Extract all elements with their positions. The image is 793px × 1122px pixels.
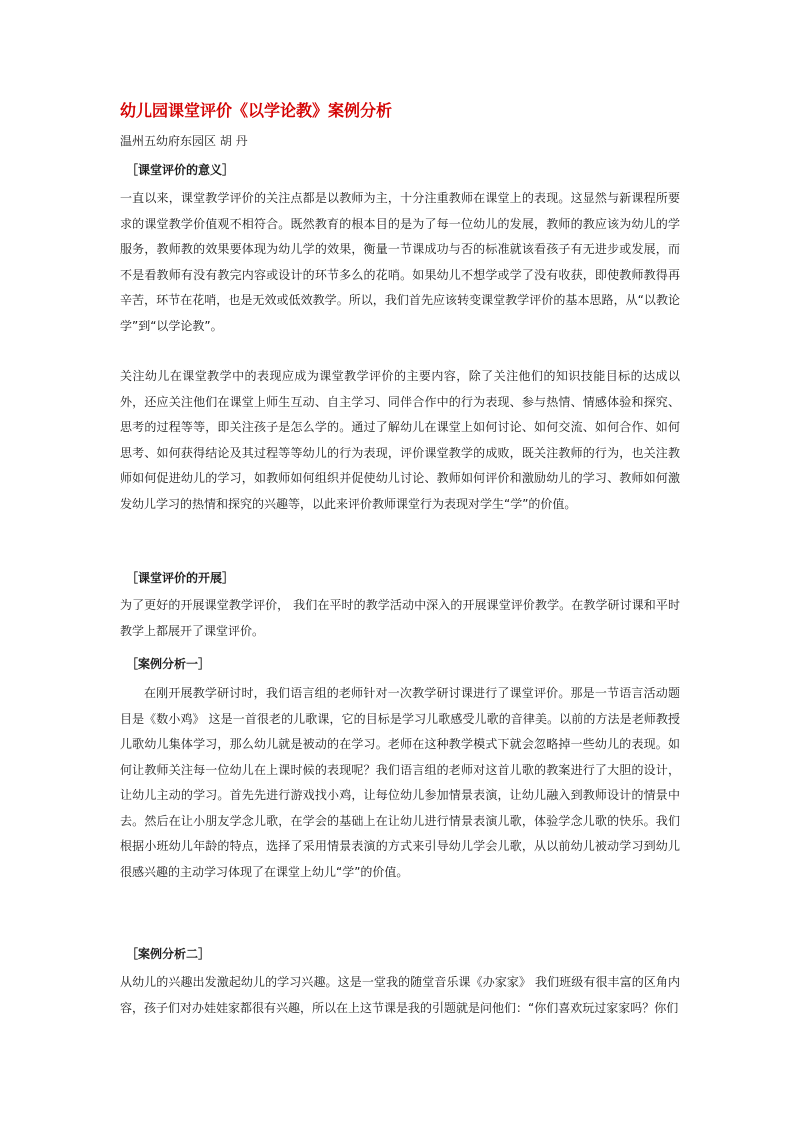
section-heading-case-two: ［案例分析二］	[126, 947, 211, 961]
paragraph: 在刚开展教学研讨时，我们语言组的老师针对一次教学研讨课进行了课堂评价。那是一节语言活动题目是《数小鸡》 这是一首很老的儿歌课，它的目标是学习儿歌感受儿歌的音律美。以前的方法是老师教授儿歌幼儿集体学习，那么幼儿就是被动的在学习。老师在这种教学模式下就会忽略掉一些幼儿的表现。如何让教师关注每一位幼儿在上课时候的表现呢？我们语言组的老师对这首儿歌的教案进行了大胆的设计，让幼儿主动的学习。首先先进行游戏找小鸡，让每位幼儿参加情景表演，让幼儿融入到教师设计的情景中去。然后在让小朋友学念儿歌，在学会的基础上在让幼儿进行情景表演儿歌，体验学念儿歌的快乐。我们根据小班幼儿年龄的特点，选择了采用情景表演的方式来引导幼儿学会儿歌，从以前幼儿被动学习到幼儿很感兴趣的主动学习体现了在课堂上幼儿“学”的价值。	[120, 686, 680, 879]
section-heading-case-one: ［案例分析一］	[126, 657, 211, 671]
author-line: 温州五幼府东园区 胡 丹	[120, 134, 248, 148]
paragraph: 为了更好的开展课堂教学评价， 我们在平时的教学活动中深入的开展课堂评价教学。在教学研讨课和平时教学上都展开了课堂评价。	[120, 598, 680, 638]
paragraph: 关注幼儿在课堂教学中的表现应成为课堂教学评价的主要内容，除了关注他们的知识技能目标的达成以外，还应关注他们在课堂上师生互动、自主学习、同伴合作中的行为表现、参与热情、情感体验和探究、思考的过程等等，即关注孩子是怎么学的。通过了解幼儿在课堂上如何讨论、如何交流、如何合作、如何思考、如何获得结论及其过程等等幼儿的行为表现，评价课堂教学的成败，既关注教师的行为，也关注教师如何促进幼儿的学习，如教师如何组织并促使幼儿讨论、教师如何评价和激励幼儿的学习、教师如何激发幼儿学习的热情和探究的兴趣等，以此来评价教师课堂行为表现对学生“学”的价值。	[120, 369, 680, 511]
section-heading-development: ［课堂评价的开展］	[126, 571, 235, 585]
section-heading-significance: ［课堂评价的意义］	[126, 163, 235, 177]
document-title: 幼儿园课堂评价《以学论教》案例分析	[120, 101, 393, 120]
paragraph: 从幼儿的兴趣出发激起幼儿的学习兴趣。这是一堂我的随堂音乐课《办家家》 我们班级有很丰富的区角内容，孩子们对办娃娃家都很有兴趣，所以在上这节课是我的引题就是问他们：“你们喜欢玩过家家吗？你们	[120, 975, 680, 1015]
paragraph: 一直以来，课堂教学评价的关注点都是以教师为主，十分注重教师在课堂上的表现。这显然与新课程所要求的课堂教学价值观不相符合。既然教育的根本目的是为了每一位幼儿的发展，教师的教应该为幼儿的学服务，教师教的效果要体现为幼儿学的效果，衡量一节课成功与否的标准就该看孩子有无进步或发展，而不是看教师有没有教完内容或设计的环节多么的花哨。如果幼儿不想学或学了没有收获，即使教师教得再辛苦，环节在花哨，也是无效或低效教学。所以，我们首先应该转变课堂教学评价的基本思路，从“以教论学”到“以学论教”。	[120, 191, 680, 333]
